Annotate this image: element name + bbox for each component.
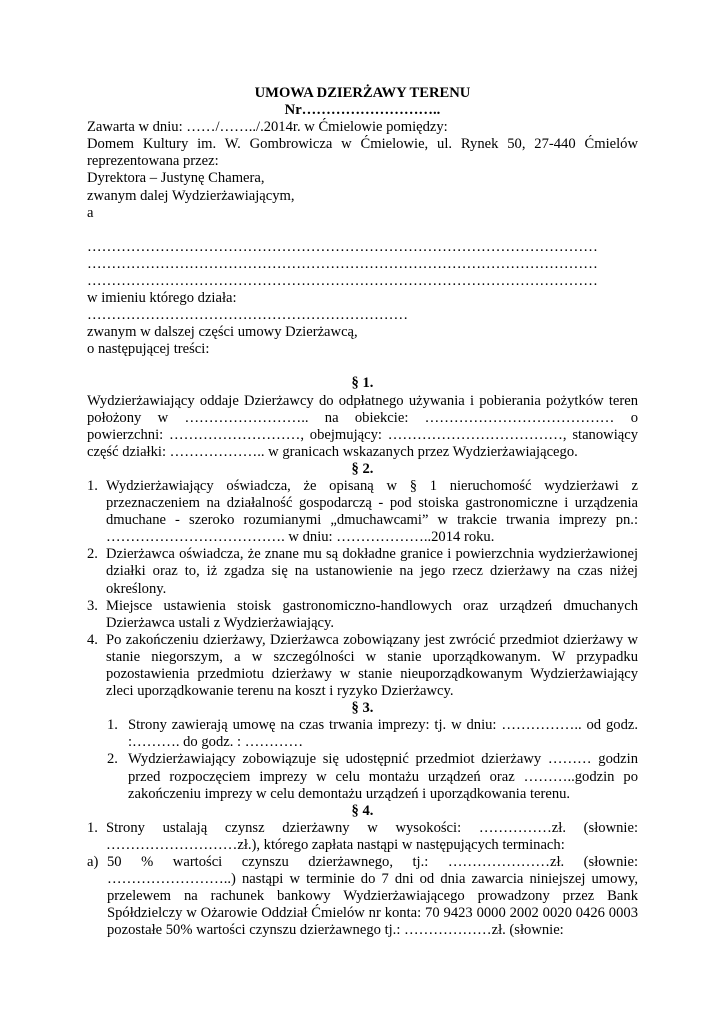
item-number: 2. bbox=[87, 546, 98, 563]
lessee-alias: zwanym w dalszej części umowy Dzierżawcą, bbox=[87, 324, 358, 341]
lessee-fill-line-3: …………………………………………………………………………………………… bbox=[87, 272, 598, 289]
spacer bbox=[87, 222, 638, 239]
item-number: 2. bbox=[107, 751, 118, 768]
lessee-acting-label: w imieniu którego działa: bbox=[87, 290, 237, 307]
section-3-heading: § 3. bbox=[351, 700, 374, 717]
section-2-item bbox=[87, 478, 638, 546]
item-text: Dzierżawca oświadcza, że znane mu są dokładne granice i powierzchnia wydzierżawionej działki oraz to, iż zgadza się na ustanowienie na jego rzecz dzierżawy na czas niżej określony. bbox=[106, 546, 638, 597]
lessor-representative: Dyrektora – Justynę Chamera, bbox=[87, 170, 265, 187]
item-number: 1. bbox=[87, 819, 98, 836]
contract-number: Nr……………………….. bbox=[284, 102, 441, 119]
item-text: Miejsce ustawienia stoisk gastronomiczno-handlowych oraz urządzeń dmuchanych Dzierżawca ustali z Wydzierżawiający. bbox=[106, 597, 638, 631]
section-2-heading: § 2. bbox=[351, 460, 374, 477]
item-number: 4. bbox=[87, 631, 98, 648]
section-4-item bbox=[87, 820, 638, 854]
item-text: Po zakończeniu dzierżawy, Dzierżawca zobowiązany jest zwrócić przedmiot dzierżawy w stanie niegorszym, a w szczególności w stanie uporządkowanym. W przypadku pozostawienia przedmiotu dzierżawy w stanie nieuporządkowanym Wydzierżawiający zleci uporządkowanie terenu na koszt i ryzyko Dzierżawcy. bbox=[106, 631, 638, 700]
item-letter: a) bbox=[87, 854, 99, 871]
section-2-item bbox=[87, 546, 638, 597]
section-1-heading: § 1. bbox=[351, 375, 374, 392]
item-text: Wydzierżawiający oświadcza, że opisaną w § 1 nieruchomość wydzierżawi z przeznaczeniem na działalność gospodarczą - pod stoiska gastronomiczne i urządzenia dmuchane - szeroko rozumianymi „dmuchawcami” w trakcie trwania imprezy pn.: ………………………………. w dniu: ………………..2014 roku. bbox=[106, 477, 638, 546]
document-body bbox=[87, 85, 638, 940]
contract-content-intro: o następującej treści: bbox=[87, 341, 210, 358]
item-text: Wydzierżawiający zobowiązuje się udostępnić przedmiot dzierżawy ……… godzin przed rozpoczęciem imprezy w celu montażu urządzeń oraz ………..godzin po zakończeniu imprezy w celu demontażu urządzeń i uporządkowania terenu. bbox=[128, 751, 638, 802]
spacer bbox=[87, 358, 638, 375]
lessee-fill-line-1: …………………………………………………………………………………………… bbox=[87, 238, 598, 255]
contract-date-line: Zawarta w dniu: ……/……../.2014r. w Ćmielowie pomiędzy: bbox=[87, 119, 448, 136]
item-number: 1. bbox=[87, 477, 98, 494]
lessor-party: Domem Kultury im. W. Gombrowicza w Ćmielowie, ul. Rynek 50, 27-440 Ćmielów reprezentowana przez: bbox=[87, 136, 638, 170]
section-1-text: Wydzierżawiający oddaje Dzierżawcy do odpłatnego używania i pobierania pożytków teren położony w …………………….. na obiekcie: ………………………………… o powierzchni: ………………………, obejmujący: ………………………………, stanowiący część działki: ……………….. w granicach wskazanych przez Wydzierżawiającego. bbox=[87, 392, 638, 460]
section-2-item bbox=[87, 632, 638, 700]
lessor-alias: zwanym dalej Wydzierżawiającym, bbox=[87, 187, 295, 204]
lessee-acting-fill-line: ………………………………………………………… bbox=[87, 307, 409, 324]
section-4-heading: § 4. bbox=[351, 802, 374, 819]
item-text: Strony zawierają umowę na czas trwania imprezy: tj. w dniu: …………….. od godz. :………. do godz. : ………… bbox=[128, 717, 638, 751]
lessee-fill-line-2: …………………………………………………………………………………………… bbox=[87, 255, 598, 272]
conjunction-a: a bbox=[87, 204, 94, 221]
item-number: 1. bbox=[107, 717, 118, 734]
section-3-item bbox=[87, 717, 638, 751]
document-title: UMOWA DZIERŻAWY TERENU bbox=[254, 85, 471, 101]
section-2-item bbox=[87, 598, 638, 632]
item-text: Strony ustalają czynsz dzierżawny w wysokości: ……………zł. (słownie: ………………………zł.), którego zapłata nastąpi w następujących terminach: bbox=[106, 819, 638, 853]
section-3-item bbox=[87, 751, 638, 802]
item-number: 3. bbox=[87, 597, 98, 614]
section-4-subitem bbox=[87, 854, 638, 939]
item-text: 50 % wartości czynszu dzierżawnego, tj.: …………………zł. (słownie: ……………………..) nastąpi w terminie do 7 dni od dnia zawarcia niniejszej umowy, przelewem na rachunek bankowy Wydzierżawiającego prowadzony przez Bank Spółdzielczy w Ożarowie Oddział Ćmielów nr konta: 70 9423 0000 2002 0020 0426 0003 pozostałe 50% wartości czynszu dzierżawnego tj.: ………………zł. (słownie: bbox=[107, 854, 638, 939]
